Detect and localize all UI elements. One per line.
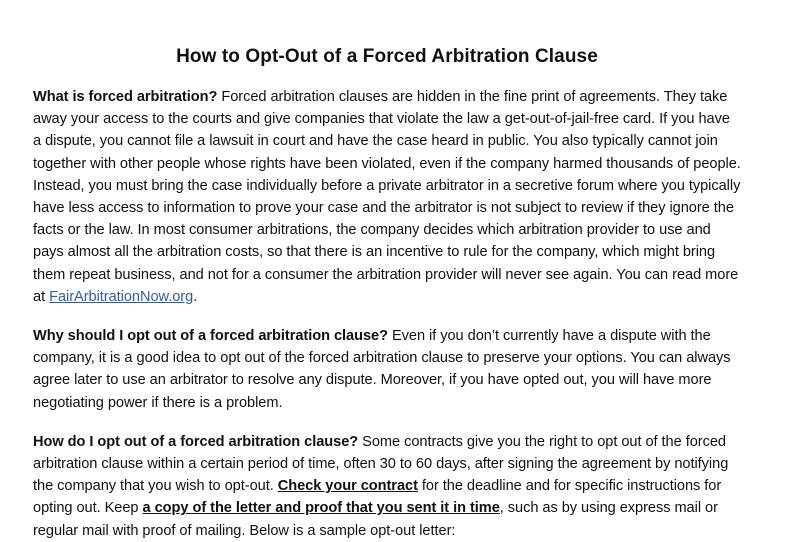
keep-copy-emphasis: a copy of the letter and proof that you sent it in time bbox=[142, 500, 500, 517]
section-body-part-c: , such as by using express mail or regular mail with proof of mailing. Below is a sample opt-out letter: bbox=[33, 500, 718, 539]
fair-arbitration-now-link[interactable]: FairArbitrationNow.org bbox=[49, 288, 194, 305]
page-title: How to Opt-Out of a Forced Arbitration Clause bbox=[176, 46, 598, 67]
section-body: Forced arbitration clauses are hidden in the fine print of agreements. They take away your access to the courts and give companies that violate the law a get-out-of-jail-free card. If you have a dispute, you cannot file a lawsuit in court and have the case heard in public. You also typically cannot join together with other people whose rights have been violated, even if the company harmed thousands of people. Instead, you must bring the case individually before a private arbitrator in a secretive forum where you typically have less access to information to prove your case and the arbitrator is not subject to review if they ignore the facts or the law. In most consumer arbitrations, the company decides which arbitration provider to use and pays almost all the arbitration costs, so that there is an incentive to rule for the company, which might bring them repeat business, and not for a consumer the arbitration provider will never see again. You can read more at bbox=[33, 89, 741, 305]
section-body: Even if you don’t currently have a dispute with the company, it is a good idea to opt out of the forced arbitration clause to preserve your options. You can always agree later to use an arbitrator to resolve any dispute. Moreover, if you have opted out, you will have more negotiating power if there is a problem. bbox=[33, 328, 731, 411]
section-heading: Why should I opt out of a forced arbitration clause? bbox=[33, 328, 388, 345]
section-why-opt-out bbox=[33, 325, 741, 414]
check-your-contract-emphasis: Check your contract bbox=[277, 478, 418, 495]
section-body-part-a: Some contracts give you the right to opt out of the forced arbitration clause within a certain period of time, often 30 to 60 days, after signing the agreement by notifying the company that you wish to opt-out. bbox=[33, 433, 729, 495]
section-what-is-forced-arbitration bbox=[33, 86, 741, 308]
section-end-punctuation: . bbox=[193, 288, 198, 305]
section-heading: How do I opt out of a forced arbitration clause? bbox=[33, 433, 359, 450]
section-body-part-b: for the deadline and for specific instructions for opting out. Keep bbox=[33, 478, 722, 517]
section-how-to-opt-out bbox=[33, 431, 741, 542]
section-heading: What is forced arbitration? bbox=[33, 89, 218, 105]
